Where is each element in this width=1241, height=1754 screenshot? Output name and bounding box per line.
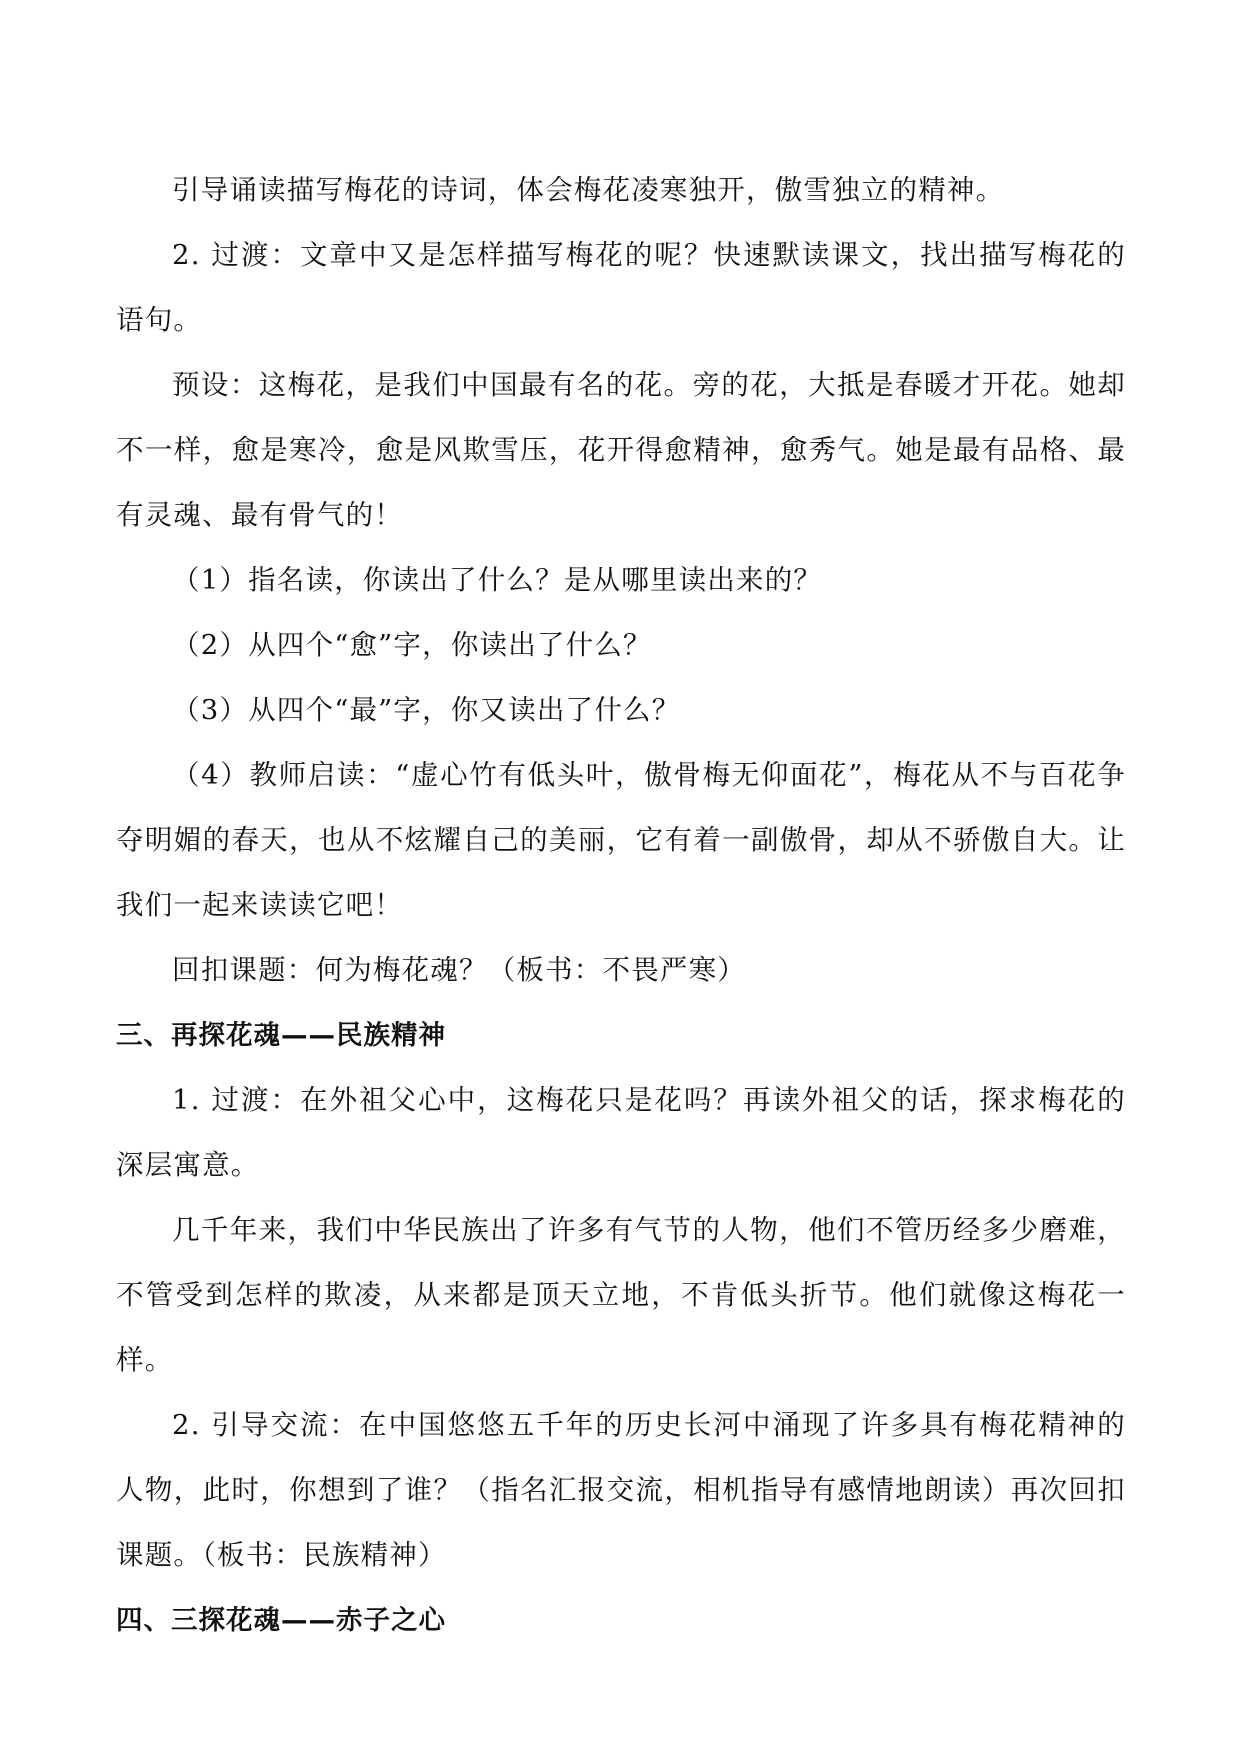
- paragraph-question-2: （2）从四个“愈”字，你读出了什么？: [172, 629, 652, 661]
- document-body: [116, 158, 1126, 1653]
- paragraph-return-to-title-1: 回扣课题：何为梅花魂？（板书：不畏严寒）: [172, 954, 746, 986]
- paragraph-guided-discussion: 2. 引导交流：在中国悠悠五千年的历史长河中涌现了许多具有梅花精神的人物，此时，你想到了谁？（指名汇报交流，相机指导有感情地朗读）再次回扣课题。（板书：民族精神）: [116, 1409, 1126, 1571]
- section-heading-4: 四、三探花魂——赤子之心: [116, 1605, 446, 1636]
- paragraph-national-spirit: 几千年来，我们中华民族出了许多有气节的人物，他们不管历经多少磨难，不管受到怎样的欺凌，从来都是顶天立地，不肯低头折节。他们就像这梅花一样。: [116, 1214, 1126, 1376]
- paragraph-question-1: （1）指名读，你读出了什么？是从哪里读出来的？: [172, 564, 823, 596]
- section-heading-3: 三、再探花魂——民族精神: [116, 1020, 446, 1051]
- paragraph-question-4: （4）教师启读：“虚心竹有低头叶，傲骨梅无仰面花”，梅花从不与百花争夺明媚的春天，也从不炫耀自己的美丽，它有着一副傲骨，却从不骄傲自大。让我们一起来读读它吧！: [116, 759, 1126, 921]
- paragraph-transition-1: 2. 过渡：文章中又是怎样描写梅花的呢？快速默读课文，找出描写梅花的语句。: [116, 239, 1126, 336]
- paragraph-transition-2: 1. 过渡：在外祖父心中，这梅花只是花吗？再读外祖父的话，探求梅花的深层寓意。: [116, 1084, 1126, 1181]
- paragraph-preset-quote: 预设：这梅花，是我们中国最有名的花。旁的花，大抵是春暖才开花。她却不一样，愈是寒冷，愈是风欺雪压，花开得愈精神，愈秀气。她是最有品格、最有灵魂、最有骨气的！: [116, 369, 1126, 531]
- paragraph-question-3: （3）从四个“最”字，你又读出了什么？: [172, 694, 681, 726]
- paragraph-poetry-reading: 引导诵读描写梅花的诗词，体会梅花凌寒独开，傲雪独立的精神。: [172, 174, 1005, 206]
